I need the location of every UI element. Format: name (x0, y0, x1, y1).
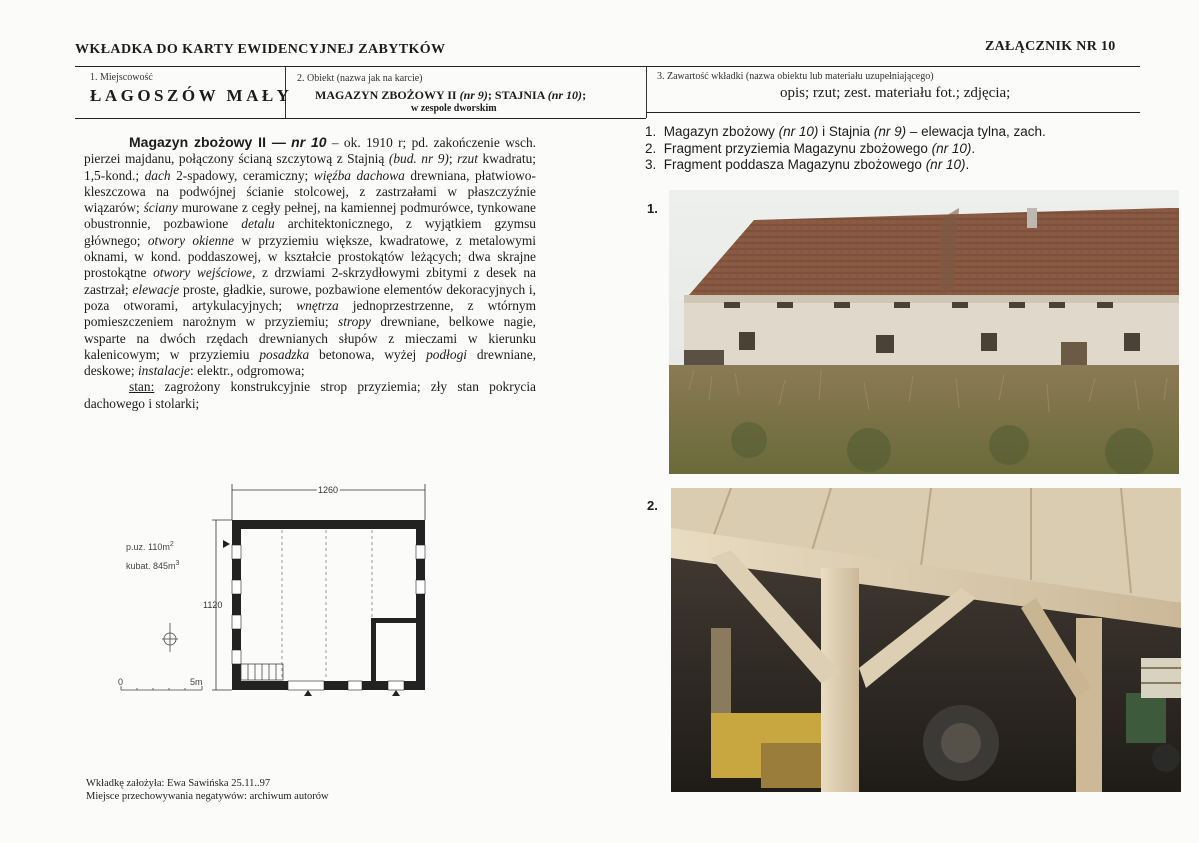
description-text: proste, gładkie, surowe, pozbawione elementów dekoracyjnych i, poza otworami, artykulacyjnych; (84, 281, 537, 313)
description-italic: posadzka (259, 346, 310, 362)
photo-caption-1 (645, 124, 1046, 141)
description-italic: podłogi (426, 346, 468, 362)
photo-granary-rear-elevation (669, 190, 1179, 474)
description-text: drewniana, płatwiowo-kleszczowa na podwójnej ścianie stolcowej, z zastrzałami w płaszczyźnie wiązarów; (84, 167, 536, 216)
photo-1-label: 1. (647, 201, 658, 216)
object-value (315, 88, 586, 103)
description-text: ; (448, 151, 458, 167)
caption-number: 3. (645, 157, 657, 172)
description-italic: rzut (457, 151, 478, 167)
description-italic: otwory wejściowe (153, 265, 252, 281)
content-value: opis; rzut; zest. materiału fot.; zdjęcia; (780, 85, 1011, 101)
photo-granary-ground-floor (671, 488, 1181, 792)
caption-text: Fragment przyziemia Magazynu zbożowego (663, 140, 932, 156)
object-nr10: (nr 10) (547, 88, 583, 102)
svg-text:kubat. 845m3 (126, 560, 180, 571)
plan-volume-sup: 3 (175, 560, 180, 567)
description-italic: więźba dachowa (313, 167, 405, 183)
description-text: betonowa, wyżej (309, 346, 427, 362)
object-subtitle: w zespole dworskim (411, 103, 497, 114)
caption-text: . (971, 140, 976, 156)
description-text: drewniane, belkowe nagie, wsparte na dwóch rzędach drewnianych słupów z mieczami w kierunku kalenicowym; w przyziemiu (84, 314, 536, 362)
plan-width-dimension: 1260 (318, 485, 339, 495)
footer-notes (86, 777, 329, 803)
caption-text: . (965, 157, 970, 172)
photo-caption-3 (645, 157, 1046, 174)
info-bottom-rule (646, 112, 1140, 113)
description-text: murowane z cegły pełnej, na kamiennej podmurówce, tynkowane obustronnie, pozbawione (84, 200, 536, 232)
description-italic: (bud. nr 9) (388, 151, 449, 167)
caption-italic: (nr 9) (873, 124, 907, 139)
annex-number: ZAŁĄCZNIK NR 10 (985, 39, 1116, 54)
description-text: jednoprzestrzenne, z wtórnym pomieszczeniem narożnym w przyziemiu; (84, 297, 536, 330)
description-italic: otwory okienne (147, 232, 235, 248)
caption-text: Fragment poddasza Magazynu zbożowego (663, 157, 926, 172)
info-separator (646, 67, 647, 118)
description-italic: detalu (241, 216, 275, 232)
building-description (84, 134, 536, 412)
plan-volume-label: kubat. 845m (126, 561, 176, 571)
description-text: , z drzwiami 2-skrzydłowymi zbitymi z desek na zastrzał; (84, 265, 536, 297)
scale-end: 5m (190, 677, 203, 687)
caption-number: 1. (645, 124, 657, 139)
caption-italic: (nr 10) (925, 157, 966, 172)
locality-label: 1. Miejscowość (90, 72, 153, 83)
object-end: ; (582, 88, 587, 102)
description-text: drewniane, deskowe; (84, 346, 536, 379)
plan-depth-dimension: 1120 (203, 600, 223, 610)
object-sep: ; STAJNIA (487, 88, 545, 102)
description-italic: dach (144, 167, 171, 183)
caption-text: Magazyn zbożowy (663, 124, 779, 139)
floor-plan (118, 480, 438, 705)
description-italic: elewacje (132, 281, 180, 297)
document-title: WKŁADKA DO KARTY EWIDENCYJNEJ ZABYTKÓW (75, 42, 446, 57)
description-italic: ściany (143, 200, 178, 216)
description-text: architektonicznego, z wyjątkiem gzymsu głównego; (84, 216, 537, 248)
footer-storage: Miejsce przechowywania negatywów: archiwum autorów (86, 791, 329, 802)
photo-2-label: 2. (647, 498, 658, 513)
state-label: stan: (129, 379, 155, 395)
description-text: kwadratu; 1,5-kond.; (84, 151, 536, 183)
description-italic: instalacje (137, 363, 191, 379)
description-text: : elektr., odgromowa; (190, 363, 305, 379)
object-main: MAGAZYN ZBOŻOWY II (315, 88, 457, 102)
description-text: w przyziemiu większe, kwadratowe, z metalowymi oknami, w kond. poddaszowej, w kształcie prostokątów leżących; dwa skrajne prostokątne (84, 232, 536, 281)
plan-area-sup: 2 (169, 541, 174, 548)
content-label: 3. Zawartość wkładki (nazwa obiektu lub materiału uzupełniającego) (657, 71, 934, 82)
locality-value: ŁAGOSZÓW MAŁY (90, 86, 293, 105)
info-bottom-rule (75, 118, 646, 119)
header-top-rule (75, 66, 1140, 67)
description-italic: stropy (337, 314, 371, 330)
description-lead: Magazyn zbożowy II — (129, 134, 286, 150)
caption-italic: (nr 10) (931, 140, 972, 156)
object-label: 2. Obiekt (nazwa jak na karcie) (297, 73, 423, 84)
photo-caption-2 (645, 141, 1046, 158)
photo-captions (645, 124, 1046, 174)
caption-text: i Stajnia (818, 124, 874, 139)
footer-author: Wkładkę założyła: Ewa Sawińska 25.11..97 (86, 778, 271, 789)
description-text: – ok. 1910 r; pd. zakończenie wsch. pierzei majdanu, połączony ścianą szczytową z Stajnią (84, 135, 536, 167)
description-lead-number: nr 10 (291, 134, 327, 150)
scale-zero: 0 (118, 677, 124, 687)
caption-text: – elewacja tylna, zach. (906, 124, 1046, 139)
plan-area-label: p.uz. 110m (126, 542, 170, 552)
object-nr9: (nr 9) (459, 88, 488, 102)
description-italic: wnętrza (296, 297, 339, 313)
north-arrow-icon (162, 623, 178, 652)
caption-italic: (nr 10) (778, 124, 819, 139)
svg-text:p.uz. 110m2 (126, 541, 174, 552)
state-text: zagrożony konstrukcyjnie strop przyziemia; zły stan pokrycia dachowego i stolarki; (84, 379, 536, 411)
caption-number: 2. (645, 140, 657, 156)
description-text: 2-spadowy, ceramiczny; (170, 167, 314, 183)
